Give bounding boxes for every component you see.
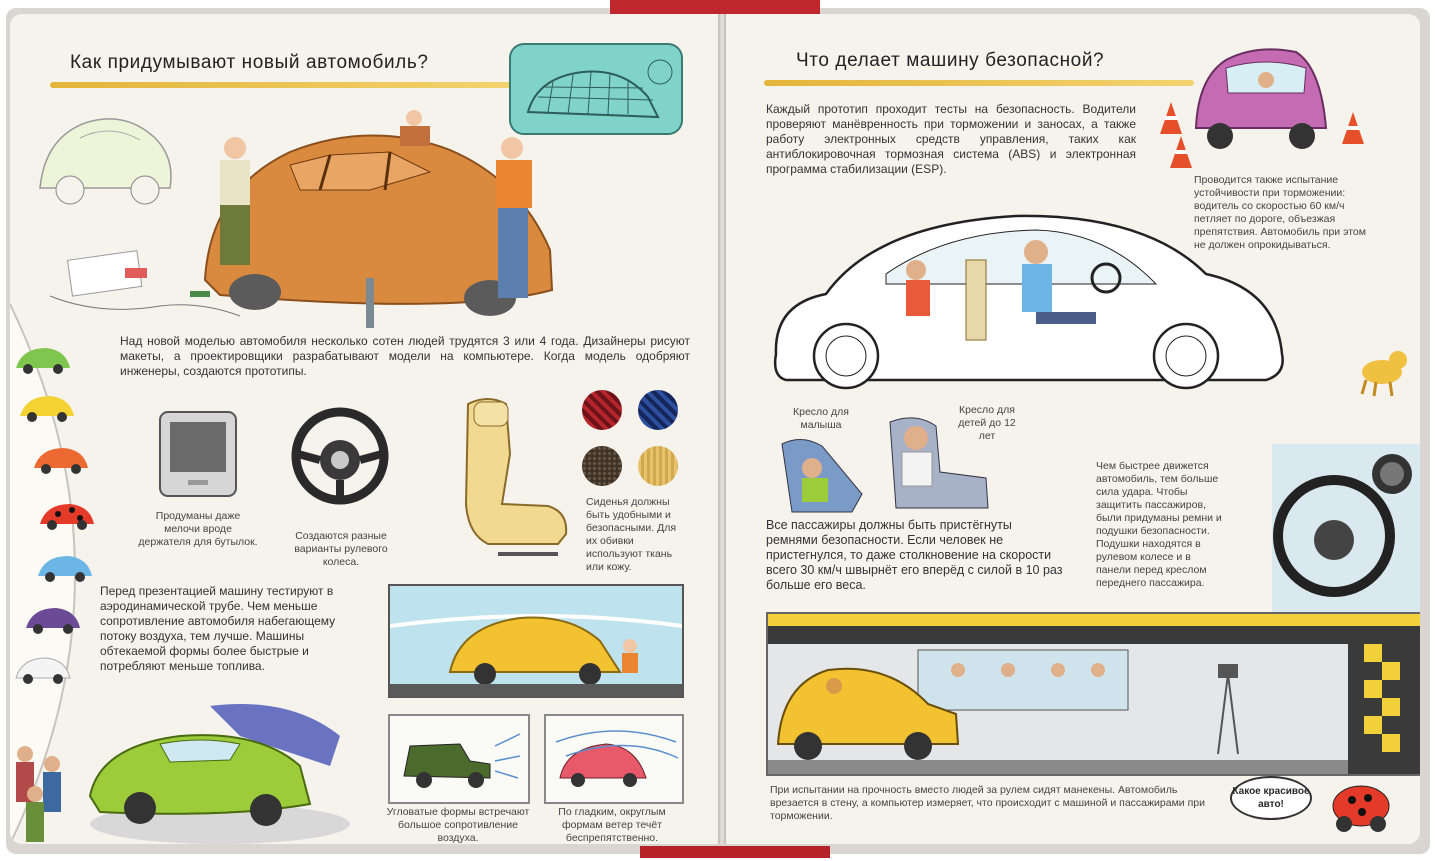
airbags-caption: Чем быстрее движется автомобиль, тем больше сила удара. Чтобы защитить пассажиров, были придуманы ремни и подушки безопасности. Подушки находятся в рулевом колесе и в панели перед креслом переднего пассажира. xyxy=(1096,460,1222,589)
caption-bottle-holder: Продуманы даже мелочи вроде держателя для бутылок. xyxy=(138,510,258,548)
caption-seats: Сиденья должны быть удобными и безопасными. Для их обивки используют ткань или кожу. xyxy=(586,496,677,573)
heading-underline xyxy=(764,80,1194,86)
side-car-yellow xyxy=(16,392,78,422)
car-seat-illustration xyxy=(448,394,578,562)
side-car-green xyxy=(12,344,74,374)
side-car-orange xyxy=(30,444,92,474)
heading-underline xyxy=(50,82,516,88)
fabric-swatch-beige xyxy=(638,446,678,486)
left-page-heading: Как придумывают новый автомобиль? xyxy=(70,52,429,73)
steering-wheel-illustration xyxy=(288,404,392,508)
label-child-seat: Кресло для детей до 12 лет xyxy=(958,404,1016,442)
bottle-holder-illustration xyxy=(158,410,240,500)
label-baby-seat: Кресло для малыша xyxy=(793,406,849,431)
dog-illustration xyxy=(1350,340,1414,400)
caption-angular-car: Угловатые формы встречают большое сопротивление воздуха. xyxy=(386,806,530,844)
side-car-light-blue xyxy=(34,552,96,582)
caption-steering-wheel: Создаются разные варианты рулевого колеса. xyxy=(294,530,388,568)
seatbelts-paragraph: Все пассажиры должны быть пристёгнуты ремнями безопасности. Если человек не пристегнулся, то даже столкновение на скорости всего 30 км/ч швырнёт его вперёд с силой в 10 раз больше его веса. xyxy=(766,518,1063,592)
ladybug-car-illustration xyxy=(1326,772,1396,838)
intro-paragraph: Над новой моделью автомобиля несколько сотен людей трудятся 3 или 4 года. Дизайнеры рисуют макеты, а проектировщики разрабатывают модели на компьютере. Когда модель одобряют инженеры, создаются прототипы. xyxy=(120,334,690,378)
fabric-swatch-blue xyxy=(638,390,678,430)
caption-rounded-car: По гладким, округлым формам ветер течёт беспрепятственно. xyxy=(558,806,666,844)
angular-car-panel xyxy=(388,714,530,804)
traffic-cone-icon xyxy=(1338,110,1368,150)
cutaway-car-illustration xyxy=(766,204,1296,404)
book-spine xyxy=(718,14,726,844)
crowd-illustration xyxy=(10,734,80,844)
pink-car-illustration xyxy=(1186,38,1336,158)
fabric-swatch-red xyxy=(582,390,622,430)
side-car-purple xyxy=(22,604,84,634)
braking-test-caption: Проводится также испытание устойчивости при торможении: водитель со скоростью 60 км/ч петляет по дороге, объезжая препятствия. Автомобиль при этом не должен опрокидываться. xyxy=(1194,174,1366,251)
showroom-car-illustration xyxy=(70,696,350,844)
right-page-heading: Что делает машину безопасной? xyxy=(796,50,1105,71)
side-car-white xyxy=(12,654,74,684)
right-page xyxy=(726,14,1420,844)
traffic-cone-icon xyxy=(1166,134,1196,174)
baby-seat-illustration xyxy=(772,434,872,518)
wind-tunnel-paragraph: Перед презентацией машину тестируют в аэродинамической трубе. Чем меньше сопротивление автомобиля набегающему потоку воздуха, тем лучше. Машины обтекаемой формы более быстрые и потребляют меньше топлива. xyxy=(100,584,336,673)
crash-test-panel xyxy=(766,612,1420,776)
left-page xyxy=(10,14,718,844)
wind-tunnel-panel xyxy=(388,584,684,698)
safety-intro-paragraph: Каждый прототип проходит тесты на безопасность. Водители проверяют манёвренность при торможении и заносах, а также работу электронных средств управления, таких как антиблокировочная тормозная система (ABS) и электронная программа стабилизации (ESP). xyxy=(766,102,1136,176)
side-car-ladybug xyxy=(36,500,98,530)
bookmark-ribbon-end xyxy=(640,846,830,858)
speech-bubble: Какое красивое авто! xyxy=(1230,776,1312,820)
crash-test-caption: При испытании на прочность вместо людей за рулем сидят манекены. Автомобиль врезается в стену, а компьютер измеряет, что происходит с машиной и пассажирами при торможении. xyxy=(770,784,1205,822)
sketch-car-illustration xyxy=(30,98,180,218)
rounded-car-panel xyxy=(544,714,684,804)
fabric-swatch-brown xyxy=(582,446,622,486)
airbag-steering-wheel-illustration xyxy=(1272,444,1420,614)
